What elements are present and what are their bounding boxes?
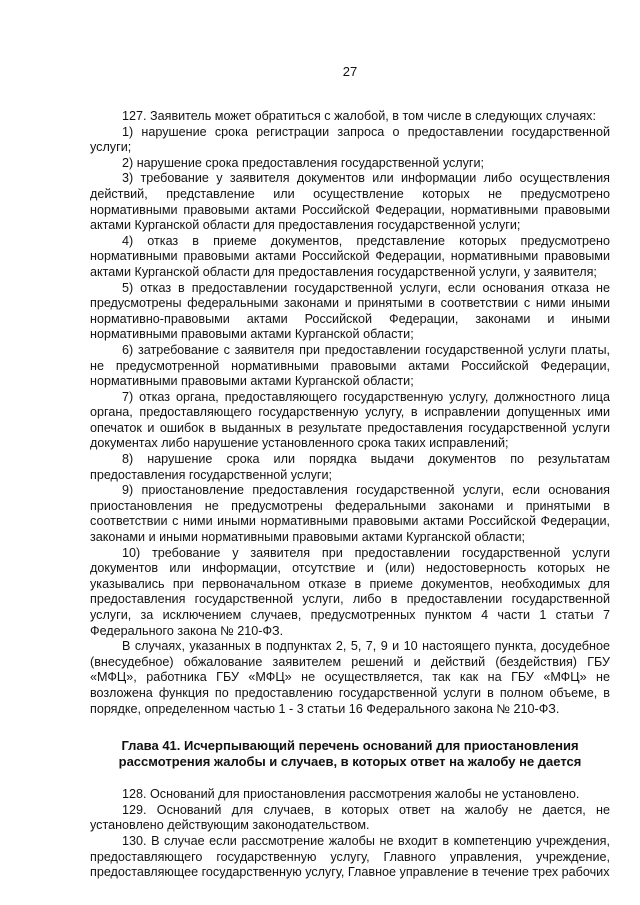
list-item-9: 9) приостановление предоставления государственной услуги, если основания приостановления не предусмотрены федеральными законами и принятыми в соответствии с ними иными нормативными правовыми актами Российской Федерации, законами и иными нормативными правовыми актами Курганской области; <box>90 483 610 545</box>
page-number: 27 <box>342 64 358 79</box>
chapter-heading <box>90 738 610 770</box>
list-item-2: 2) нарушение срока предоставления государственной услуги; <box>122 155 485 170</box>
paragraph-cases-note: В случаях, указанных в подпунктах 2, 5, 7, 9 и 10 настоящего пункта, досудебное (внесудебное) обжалование заявителем решений и действий (бездействия) ГБУ «МФЦ», работника ГБУ «МФЦ» не осуществляется, так как на ГБУ «МФЦ» не возложена функция по предоставлению государственной услуги в полном объеме, в порядке, определенном частью 1 - 3 статьи 16 Федерального закона № 210-ФЗ. <box>90 639 610 716</box>
list-item-8: 8) нарушение срока или порядка выдачи документов по результатам предоставления государственной услуги; <box>90 452 610 482</box>
chapter-heading-line-2: рассмотрения жалобы и случаев, в которых ответ на жалобу не дается <box>118 754 582 770</box>
paragraph-130: 130. В случае если рассмотрение жалобы не входит в компетенцию учреждения, предоставляющего государственную услугу, Главного управления, учреждение, предоставляющее государственную услугу, Главное управление в течение трех рабочих <box>90 833 610 880</box>
paragraph-129: 129. Оснований для случаев, в которых ответ на жалобу не дается, не установлено действующим законодательством. <box>90 802 610 833</box>
list-item-7: 7) отказ органа, предоставляющего государственную услугу, должностного лица органа, предоставляющего государственную услугу, в исправлении допущенных ими опечаток и ошибок в выданных в результате предоставления государственной услуги документах либо нарушение установленного срока таких исправлений; <box>90 389 610 451</box>
list-item-3: 3) требование у заявителя документов или информации либо осуществления действий, представление или осуществление которых не предусмотрено нормативными правовыми актами Российской Федерации, нормативными правовыми актами Курганской области для предоставления государственной услуги; <box>90 171 610 233</box>
paragraph-128: 128. Оснований для приостановления рассмотрения жалобы не установлено. <box>122 787 580 802</box>
list-item-10: 10) требование у заявителя при предоставлении государственной услуги документов или информации, отсутствие и (или) недостоверность которых не указывались при первоначальном отказе в приеме документов, необходимых для предоставления государственной услуги, либо в предоставлении государственной услуги, за исключением случаев, предусмотренных пунктом 4 части 1 статьи 7 Федерального закона № 210-ФЗ. <box>90 545 610 638</box>
list-item-4: 4) отказ в приеме документов, представление которых предусмотрено нормативными правовыми актами Российской Федерации, нормативными правовыми актами Курганской области для предоставления государственной услуги, у заявителя; <box>90 233 610 279</box>
chapter-heading-line-1: Глава 41. Исчерпывающий перечень оснований для приостановления <box>121 738 579 754</box>
paragraph-127: 127. Заявитель может обратиться с жалобой, в том числе в следующих случаях: <box>122 109 596 123</box>
list-item-1: 1) нарушение срока регистрации запроса о предоставлении государственной услуги; <box>90 124 610 155</box>
list-item-5: 5) отказ в предоставлении государственной услуги, если основания отказа не предусмотрены федеральными законами и принятыми в соответствии с ними иными нормативно-правовыми актами Российской Федерации, законами и иными нормативными правовыми актами Курганской области; <box>90 280 610 342</box>
list-item-6: 6) затребование с заявителя при предоставлении государственной услуги платы, не предусмотренной нормативными правовыми актами Российской Федерации, нормативными правовыми актами Курганской области; <box>90 342 610 389</box>
